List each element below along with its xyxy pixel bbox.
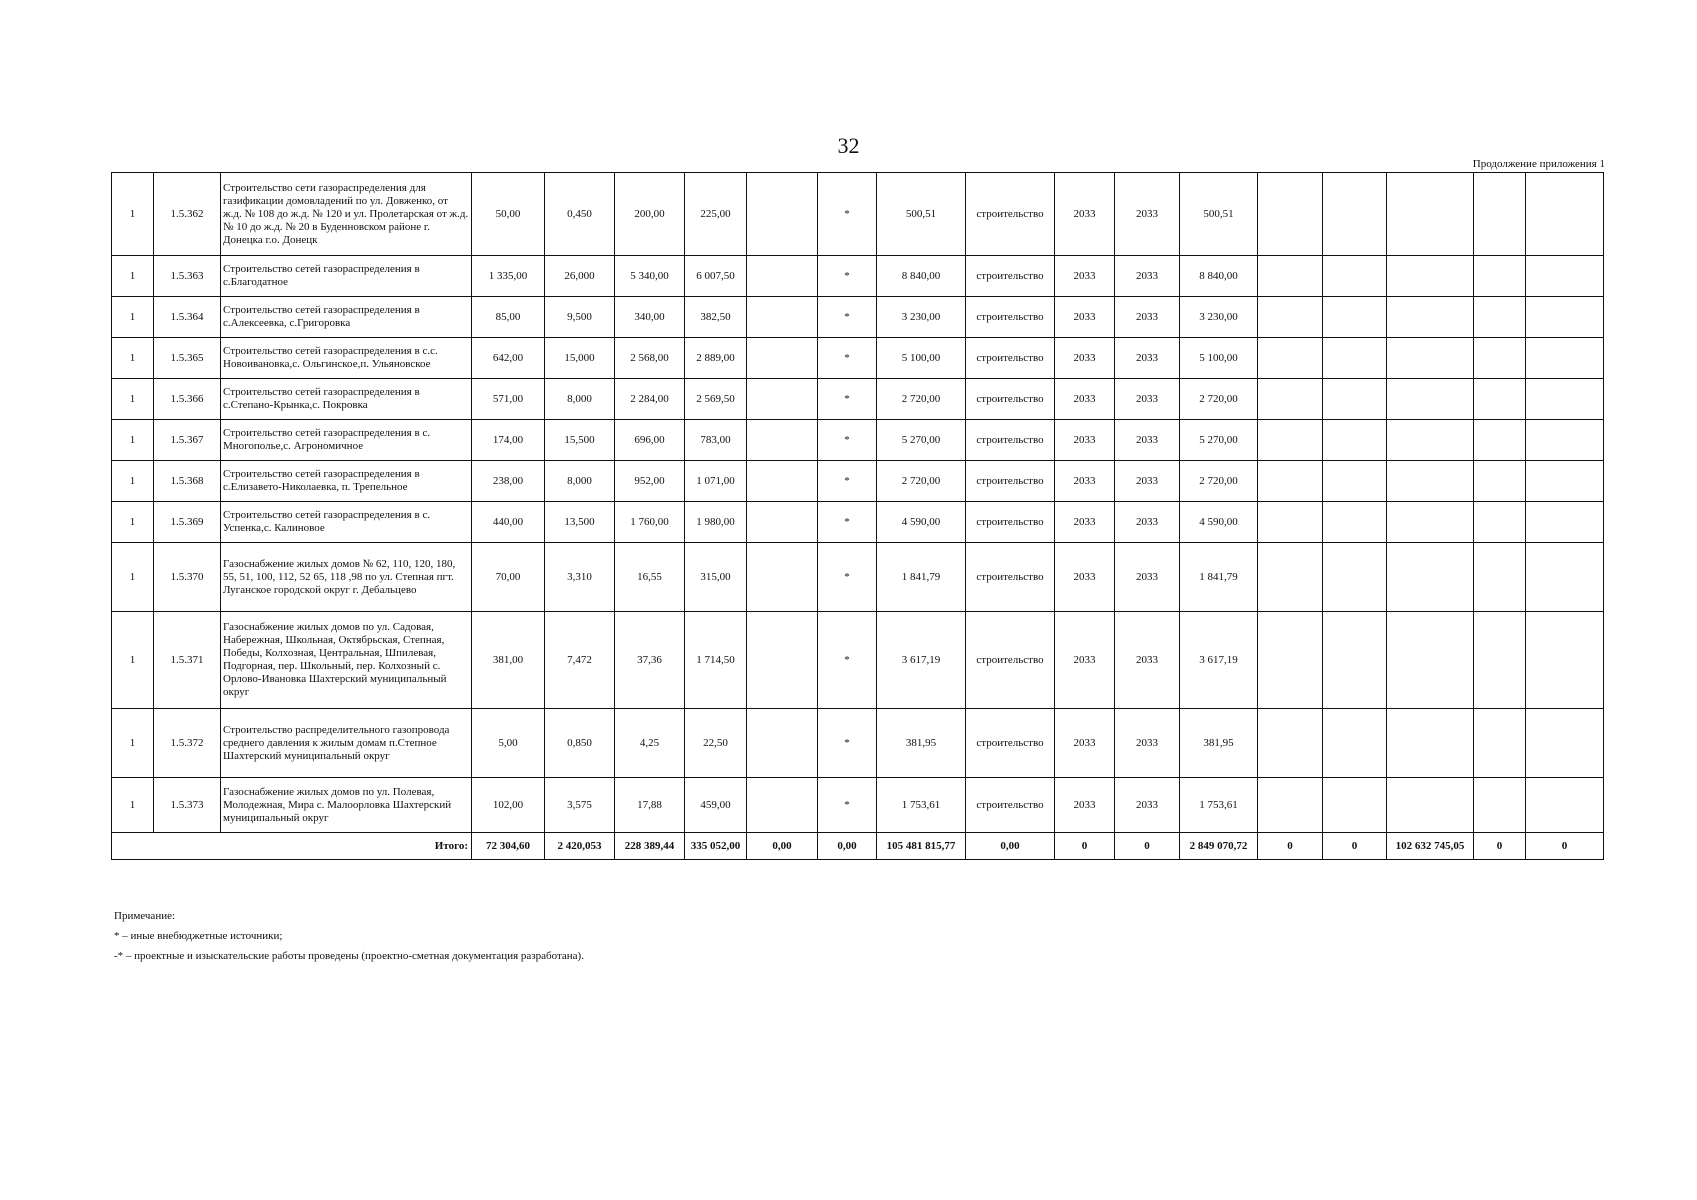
table-cell: 3,575 xyxy=(545,778,615,833)
table-cell: строительство xyxy=(966,778,1055,833)
total-cell: 0 xyxy=(1323,833,1387,860)
table-cell: 696,00 xyxy=(615,420,685,461)
project-code-cell: 1.5.373 xyxy=(154,778,221,833)
table-cell: 1 xyxy=(112,379,154,420)
table-cell: 2033 xyxy=(1115,612,1180,709)
table-cell: 13,500 xyxy=(545,502,615,543)
empty-cell xyxy=(1258,543,1323,612)
table-cell: 4 590,00 xyxy=(877,502,966,543)
table-cell xyxy=(747,709,818,778)
table-cell: * xyxy=(818,173,877,256)
table-cell: 2033 xyxy=(1115,338,1180,379)
empty-cell xyxy=(1323,420,1387,461)
table-row xyxy=(112,173,1604,256)
table-cell: строительство xyxy=(966,709,1055,778)
table-cell: 459,00 xyxy=(685,778,747,833)
empty-cell xyxy=(1474,543,1526,612)
table-cell: 17,88 xyxy=(615,778,685,833)
table-cell: 2033 xyxy=(1055,297,1115,338)
table-cell: 2033 xyxy=(1055,256,1115,297)
table-cell: 3 617,19 xyxy=(877,612,966,709)
table-cell xyxy=(747,420,818,461)
table-cell: * xyxy=(818,338,877,379)
table-cell: 1 753,61 xyxy=(877,778,966,833)
table-cell: строительство xyxy=(966,256,1055,297)
table-cell: 2 569,50 xyxy=(685,379,747,420)
table-cell: 3 617,19 xyxy=(1180,612,1258,709)
empty-cell xyxy=(1258,173,1323,256)
total-cell: 0 xyxy=(1115,833,1180,860)
project-name-cell: Строительство сетей газораспределения в с.Степано-Крынка,с. Покровка xyxy=(221,379,472,420)
table-cell: 2 720,00 xyxy=(1180,379,1258,420)
total-cell: 0 xyxy=(1526,833,1604,860)
table-cell: строительство xyxy=(966,173,1055,256)
table-cell: 642,00 xyxy=(472,338,545,379)
total-cell: 105 481 815,77 xyxy=(877,833,966,860)
table-cell xyxy=(747,379,818,420)
table-cell: 6 007,50 xyxy=(685,256,747,297)
empty-cell xyxy=(1526,461,1604,502)
project-name-cell: Строительство сетей газораспределения в с. Многополье,с. Агрономичное xyxy=(221,420,472,461)
empty-cell xyxy=(1526,778,1604,833)
table-row xyxy=(112,256,1604,297)
empty-cell xyxy=(1323,612,1387,709)
table-row xyxy=(112,297,1604,338)
table-cell: 1 xyxy=(112,173,154,256)
total-cell: 0 xyxy=(1258,833,1323,860)
project-name-cell: Строительство сетей газораспределения в с. Успенка,с. Калиновое xyxy=(221,502,472,543)
total-cell: 0,00 xyxy=(818,833,877,860)
table-cell: 381,95 xyxy=(1180,709,1258,778)
table-cell: 2033 xyxy=(1115,297,1180,338)
table-cell: 382,50 xyxy=(685,297,747,338)
table-cell: 1 xyxy=(112,502,154,543)
table-cell: 1 xyxy=(112,709,154,778)
table-cell xyxy=(747,461,818,502)
table-cell: 1 335,00 xyxy=(472,256,545,297)
table-cell: 26,000 xyxy=(545,256,615,297)
project-code-cell: 1.5.365 xyxy=(154,338,221,379)
empty-cell xyxy=(1526,297,1604,338)
table-cell: 1 xyxy=(112,338,154,379)
empty-cell xyxy=(1526,502,1604,543)
table-cell: 783,00 xyxy=(685,420,747,461)
table-cell xyxy=(747,778,818,833)
continuation-label: Продолжение приложения 1 xyxy=(1472,158,1605,170)
empty-cell xyxy=(1323,379,1387,420)
table-cell: 1 xyxy=(112,256,154,297)
total-cell: 0,00 xyxy=(747,833,818,860)
table-cell: 2 720,00 xyxy=(877,461,966,502)
table-cell: 2033 xyxy=(1115,256,1180,297)
table-cell: 1 071,00 xyxy=(685,461,747,502)
table-cell: 2033 xyxy=(1115,379,1180,420)
table-body xyxy=(112,173,1604,833)
total-cell: 335 052,00 xyxy=(685,833,747,860)
empty-cell xyxy=(1526,420,1604,461)
empty-cell xyxy=(1526,256,1604,297)
table-cell: * xyxy=(818,461,877,502)
table-cell xyxy=(747,612,818,709)
empty-cell xyxy=(1258,461,1323,502)
empty-cell xyxy=(1387,297,1474,338)
empty-cell xyxy=(1258,612,1323,709)
empty-cell xyxy=(1258,379,1323,420)
notes xyxy=(114,906,584,966)
project-name-cell: Газоснабжение жилых домов по ул. Садовая, Набережная, Школьная, Октябрьская, Степная, Победы, Колхозная, Центральная, Шпилевая, Подгорная, пер. Школьный, пер. Колхозный с. Орлово-Ивановка Шахтерский муниципальный округ xyxy=(221,612,472,709)
table-cell: строительство xyxy=(966,461,1055,502)
table-cell: 2 720,00 xyxy=(1180,461,1258,502)
empty-cell xyxy=(1387,709,1474,778)
table-cell: 2033 xyxy=(1055,379,1115,420)
empty-cell xyxy=(1387,461,1474,502)
empty-cell xyxy=(1323,173,1387,256)
table-cell: 1 xyxy=(112,461,154,502)
table-cell: 5 100,00 xyxy=(877,338,966,379)
notes-title: Примечание: xyxy=(114,910,176,922)
empty-cell xyxy=(1387,612,1474,709)
table-cell: 5 100,00 xyxy=(1180,338,1258,379)
total-label: Итого: xyxy=(112,833,472,860)
empty-cell xyxy=(1323,461,1387,502)
table-cell: 2033 xyxy=(1055,612,1115,709)
project-code-cell: 1.5.362 xyxy=(154,173,221,256)
empty-cell xyxy=(1526,709,1604,778)
table-cell: 500,51 xyxy=(877,173,966,256)
table-cell: 1 753,61 xyxy=(1180,778,1258,833)
table-cell xyxy=(747,256,818,297)
table-cell: 85,00 xyxy=(472,297,545,338)
table-cell: 2033 xyxy=(1115,502,1180,543)
table-cell: 1 714,50 xyxy=(685,612,747,709)
table-row xyxy=(112,709,1604,778)
table-cell: строительство xyxy=(966,379,1055,420)
project-code-cell: 1.5.363 xyxy=(154,256,221,297)
table-row xyxy=(112,543,1604,612)
table-cell: 2033 xyxy=(1055,502,1115,543)
total-cell: 102 632 745,05 xyxy=(1387,833,1474,860)
empty-cell xyxy=(1323,297,1387,338)
empty-cell xyxy=(1474,173,1526,256)
table-cell: * xyxy=(818,612,877,709)
table-cell: * xyxy=(818,543,877,612)
total-cell: 0 xyxy=(1055,833,1115,860)
empty-cell xyxy=(1526,612,1604,709)
empty-cell xyxy=(1258,502,1323,543)
table-cell: 1 xyxy=(112,297,154,338)
empty-cell xyxy=(1474,338,1526,379)
table-cell: 16,55 xyxy=(615,543,685,612)
empty-cell xyxy=(1323,778,1387,833)
table-cell: 4,25 xyxy=(615,709,685,778)
empty-cell xyxy=(1474,778,1526,833)
total-cell: 0,00 xyxy=(966,833,1055,860)
table-cell: 2033 xyxy=(1115,709,1180,778)
empty-cell xyxy=(1258,420,1323,461)
empty-cell xyxy=(1387,379,1474,420)
empty-cell xyxy=(1258,256,1323,297)
table-cell: * xyxy=(818,709,877,778)
table-cell: 8,000 xyxy=(545,461,615,502)
project-name-cell: Строительство сетей газораспределения в с.Алексеевка, с.Григоровка xyxy=(221,297,472,338)
empty-cell xyxy=(1323,502,1387,543)
table-cell: * xyxy=(818,256,877,297)
table-row xyxy=(112,379,1604,420)
total-cell: 2 849 070,72 xyxy=(1180,833,1258,860)
project-code-cell: 1.5.366 xyxy=(154,379,221,420)
table-cell: 500,51 xyxy=(1180,173,1258,256)
table-cell: 1 xyxy=(112,420,154,461)
empty-cell xyxy=(1258,778,1323,833)
table-cell: строительство xyxy=(966,338,1055,379)
total-row xyxy=(112,833,1604,860)
table-cell: 70,00 xyxy=(472,543,545,612)
table-cell: 15,000 xyxy=(545,338,615,379)
table-cell: 1 841,79 xyxy=(877,543,966,612)
table-cell: 1 760,00 xyxy=(615,502,685,543)
table-row xyxy=(112,461,1604,502)
empty-cell xyxy=(1387,173,1474,256)
table-cell xyxy=(747,173,818,256)
table-cell: строительство xyxy=(966,612,1055,709)
table-cell: 9,500 xyxy=(545,297,615,338)
table-cell: 5 340,00 xyxy=(615,256,685,297)
project-code-cell: 1.5.367 xyxy=(154,420,221,461)
table-cell: 381,00 xyxy=(472,612,545,709)
project-code-cell: 1.5.368 xyxy=(154,461,221,502)
table-cell: строительство xyxy=(966,543,1055,612)
table-cell: 0,450 xyxy=(545,173,615,256)
empty-cell xyxy=(1526,379,1604,420)
table-cell: 200,00 xyxy=(615,173,685,256)
total-cell: 0 xyxy=(1474,833,1526,860)
table-cell xyxy=(747,338,818,379)
table-cell: 225,00 xyxy=(685,173,747,256)
project-name-cell: Строительство сетей газораспределения в с.с. Новоивановка,с. Ольгинское,п. Ульяновское xyxy=(221,338,472,379)
table-cell: 50,00 xyxy=(472,173,545,256)
table-cell: 3 230,00 xyxy=(877,297,966,338)
table-cell: 2033 xyxy=(1115,543,1180,612)
project-code-cell: 1.5.364 xyxy=(154,297,221,338)
table-cell: 571,00 xyxy=(472,379,545,420)
table-cell: строительство xyxy=(966,420,1055,461)
empty-cell xyxy=(1526,543,1604,612)
table-cell: * xyxy=(818,297,877,338)
project-code-cell: 1.5.370 xyxy=(154,543,221,612)
table-cell: 15,500 xyxy=(545,420,615,461)
project-name-cell: Строительство сети газораспределения для газификации домовладений по ул. Довженко, от ж.д. № 108 до ж.д. № 120 и ул. Пролетарская от ж.д. № 10 до ж.д. № 20 в Буденновском районе г. Донецка г.о. Донецк xyxy=(221,173,472,256)
table-cell: 2033 xyxy=(1055,420,1115,461)
table-cell: 174,00 xyxy=(472,420,545,461)
project-code-cell: 1.5.372 xyxy=(154,709,221,778)
empty-cell xyxy=(1387,338,1474,379)
table-cell: * xyxy=(818,420,877,461)
table-cell: 2033 xyxy=(1115,778,1180,833)
empty-cell xyxy=(1526,338,1604,379)
table-cell: 4 590,00 xyxy=(1180,502,1258,543)
table-cell: 22,50 xyxy=(685,709,747,778)
project-name-cell: Строительство распределительного газопровода среднего давления к жилым домам п.Степное Шахтерский муниципальный округ xyxy=(221,709,472,778)
empty-cell xyxy=(1474,461,1526,502)
table-cell: 2033 xyxy=(1055,543,1115,612)
table-row xyxy=(112,420,1604,461)
empty-cell xyxy=(1474,709,1526,778)
empty-cell xyxy=(1474,297,1526,338)
notes-line: -* – проектные и изыскательские работы проведены (проектно-сметная документация разработана). xyxy=(114,950,584,962)
empty-cell xyxy=(1474,612,1526,709)
table-cell: 1 980,00 xyxy=(685,502,747,543)
table-cell: 2 889,00 xyxy=(685,338,747,379)
page-number: 32 xyxy=(837,133,860,158)
table-cell: 5 270,00 xyxy=(1180,420,1258,461)
table-cell: 102,00 xyxy=(472,778,545,833)
table-cell: 1 xyxy=(112,778,154,833)
table-cell: * xyxy=(818,778,877,833)
table-cell: 3,310 xyxy=(545,543,615,612)
empty-cell xyxy=(1387,778,1474,833)
empty-cell xyxy=(1258,297,1323,338)
table-cell: 1 xyxy=(112,543,154,612)
empty-cell xyxy=(1526,173,1604,256)
project-name-cell: Строительство сетей газораспределения в с.Елизавето-Николаевка, п. Трепельное xyxy=(221,461,472,502)
empty-cell xyxy=(1474,420,1526,461)
table-cell: 2033 xyxy=(1055,338,1115,379)
empty-cell xyxy=(1387,543,1474,612)
table-row xyxy=(112,778,1604,833)
table-cell: 1 841,79 xyxy=(1180,543,1258,612)
table-cell: * xyxy=(818,502,877,543)
table-cell: строительство xyxy=(966,502,1055,543)
table-cell: 8 840,00 xyxy=(877,256,966,297)
table-cell: 2033 xyxy=(1115,173,1180,256)
project-name-cell: Строительство сетей газораспределения в с.Благодатное xyxy=(221,256,472,297)
project-name-cell: Газоснабжение жилых домов № 62, 110, 120, 180, 55, 51, 100, 112, 52 65, 118 ,98 по ул. Степная пгт. Луганское городской округ г. Дебальцево xyxy=(221,543,472,612)
empty-cell xyxy=(1323,543,1387,612)
table-cell: 2033 xyxy=(1055,778,1115,833)
empty-cell xyxy=(1323,709,1387,778)
table-cell: 238,00 xyxy=(472,461,545,502)
table-cell: 440,00 xyxy=(472,502,545,543)
projects-table xyxy=(111,172,1604,860)
table-cell: 2033 xyxy=(1115,420,1180,461)
table-cell: 3 230,00 xyxy=(1180,297,1258,338)
project-name-cell: Газоснабжение жилых домов по ул. Полевая, Молодежная, Мира с. Малоорловка Шахтерский муниципальный округ xyxy=(221,778,472,833)
total-cell: 2 420,053 xyxy=(545,833,615,860)
table-cell: 1 xyxy=(112,612,154,709)
empty-cell xyxy=(1258,338,1323,379)
table-cell: строительство xyxy=(966,297,1055,338)
table-cell: 7,472 xyxy=(545,612,615,709)
table-cell: 0,850 xyxy=(545,709,615,778)
table-row xyxy=(112,612,1604,709)
table-cell: 5 270,00 xyxy=(877,420,966,461)
empty-cell xyxy=(1387,502,1474,543)
notes-line: * – иные внебюджетные источники; xyxy=(114,930,283,942)
empty-cell xyxy=(1387,256,1474,297)
total-cell: 72 304,60 xyxy=(472,833,545,860)
table-cell: 2033 xyxy=(1115,461,1180,502)
table-cell: 2033 xyxy=(1055,173,1115,256)
empty-cell xyxy=(1474,502,1526,543)
table-cell: 340,00 xyxy=(615,297,685,338)
table-cell: 37,36 xyxy=(615,612,685,709)
table-cell: 5,00 xyxy=(472,709,545,778)
empty-cell xyxy=(1323,256,1387,297)
table-cell: 2033 xyxy=(1055,461,1115,502)
project-code-cell: 1.5.371 xyxy=(154,612,221,709)
table-cell xyxy=(747,502,818,543)
table-row xyxy=(112,338,1604,379)
table-cell: 952,00 xyxy=(615,461,685,502)
table-cell: * xyxy=(818,379,877,420)
table-cell: 381,95 xyxy=(877,709,966,778)
empty-cell xyxy=(1258,709,1323,778)
table-cell xyxy=(747,297,818,338)
table-cell: 2 568,00 xyxy=(615,338,685,379)
table-cell xyxy=(747,543,818,612)
empty-cell xyxy=(1474,256,1526,297)
empty-cell xyxy=(1387,420,1474,461)
table-cell: 2 720,00 xyxy=(877,379,966,420)
table-cell: 315,00 xyxy=(685,543,747,612)
table-row xyxy=(112,502,1604,543)
total-cell: 228 389,44 xyxy=(615,833,685,860)
table-cell: 8 840,00 xyxy=(1180,256,1258,297)
table-cell: 2 284,00 xyxy=(615,379,685,420)
table-cell: 2033 xyxy=(1055,709,1115,778)
table-cell: 8,000 xyxy=(545,379,615,420)
project-code-cell: 1.5.369 xyxy=(154,502,221,543)
empty-cell xyxy=(1474,379,1526,420)
empty-cell xyxy=(1323,338,1387,379)
